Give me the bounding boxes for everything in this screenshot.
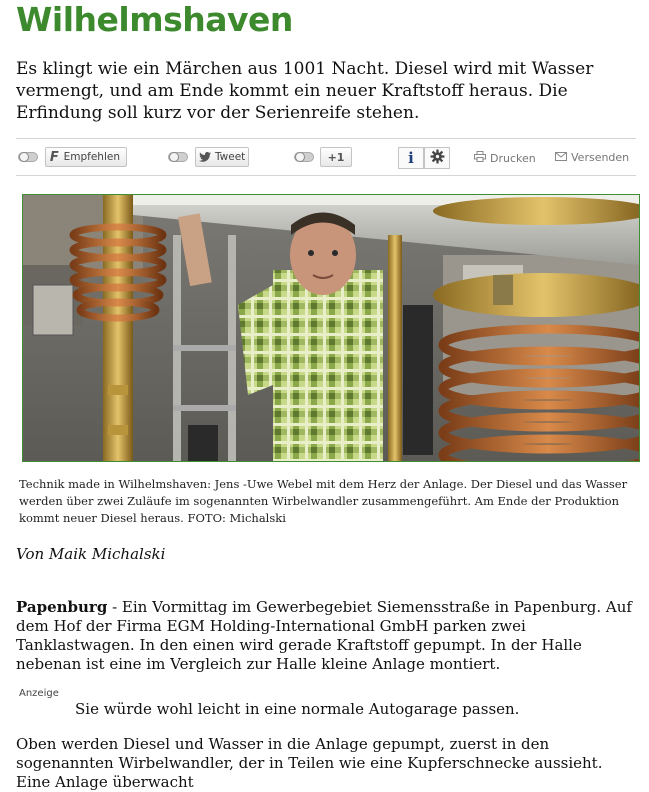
photo-caption: Technik made in Wilhelmshaven: Jens -Uwe Webel mit dem Herz der Anlage. Der Diesel und das Wasser werden über zwei Zuläufe im sogenannten Wirbelwandler zusammengeführt. Am Ende der Produktion kommt neuer Diesel heraus. FOTO: Michalski [19, 477, 628, 525]
dateline: Papenburg [16, 598, 108, 616]
tweet-button[interactable] [195, 147, 249, 167]
print-label: Drucken [490, 151, 536, 165]
info-button[interactable] [398, 147, 424, 169]
tweet-label: Tweet [215, 151, 246, 163]
twitter-privacy-toggle[interactable] [168, 152, 188, 162]
paragraph-1-text: - Ein Vormittag im Gewerbegebiet Siemensstraße in Papenburg. Auf dem Hof der Firma EGM Holding-International GmbH parken zwei Tanklastwagen. In den einen wird gerade Kraftstoff gepumpt. In der Halle nebenan ist eine im Vergleich zur Halle kleine Anlage montiert. [16, 598, 632, 673]
gear-icon [430, 149, 445, 167]
paragraph-3: Oben werden Diesel und Wasser in die Anlage gepumpt, zuerst in den sogenannten Wirbelwandler, der in Teilen wie eine Kupferschnecke aussieht. Eine Anlage überwacht [16, 735, 603, 791]
facebook-icon: F [49, 149, 59, 165]
gplus-label: +1 [327, 150, 345, 164]
paragraph-2: Sie würde wohl leicht in eine normale Autogarage passen. [75, 700, 520, 718]
twitter-bird-icon [199, 152, 211, 162]
paragraph-1 [16, 598, 636, 674]
article-title: Wilhelmshaven [16, 0, 293, 39]
send-link[interactable] [555, 151, 629, 164]
info-icon: i [408, 149, 414, 167]
gplus-button[interactable] [320, 147, 352, 167]
facebook-privacy-toggle[interactable] [18, 152, 38, 162]
settings-button[interactable] [424, 147, 450, 169]
social-toolbar [16, 138, 636, 176]
facebook-recommend-label: Empfehlen [63, 151, 120, 163]
send-label: Versenden [571, 151, 630, 164]
article-lead: Es klingt wie ein Märchen aus 1001 Nacht. Diesel wird mit Wasser vermengt, und am Ende kommt ein neuer Kraftstoff heraus. Die Erfindung soll kurz vor der Serienreife stehen. [16, 59, 594, 123]
facebook-recommend-button[interactable] [45, 147, 127, 167]
print-link[interactable] [474, 151, 536, 165]
photo-illustration [23, 195, 640, 462]
gplus-privacy-toggle[interactable] [294, 152, 314, 162]
byline: Von Maik Michalski [16, 545, 166, 563]
ad-label: Anzeige [19, 688, 59, 699]
article-photo [22, 194, 640, 462]
printer-icon [474, 151, 486, 165]
envelope-icon [555, 151, 567, 164]
